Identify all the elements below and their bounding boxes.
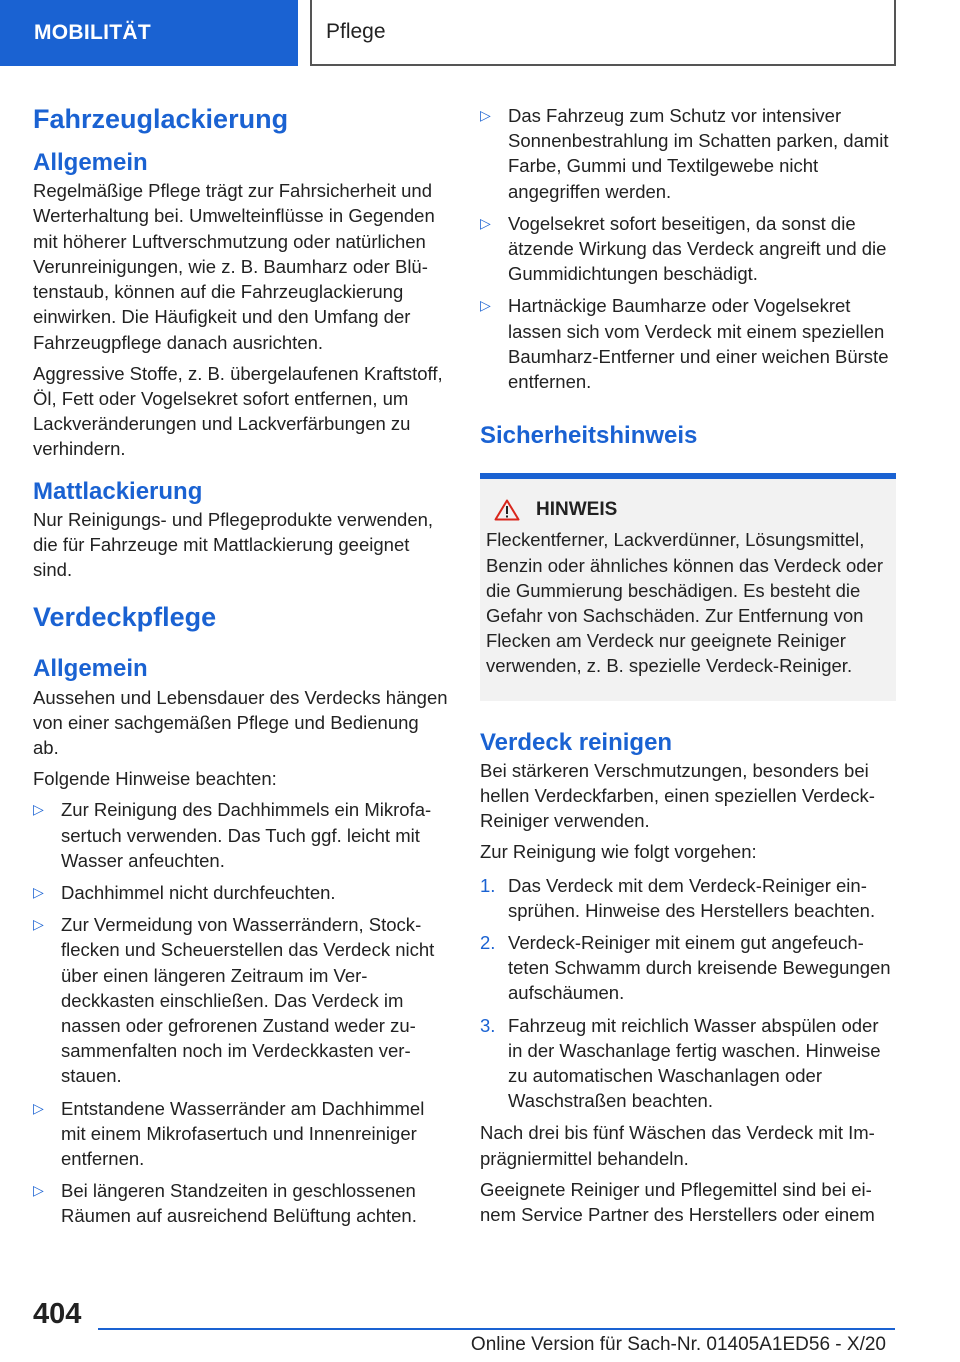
top-care-bullet-list-continued [480, 103, 896, 394]
triangle-bullet-icon: ▷ [33, 916, 44, 933]
triangle-bullet-icon: ▷ [33, 884, 44, 901]
notice-box [480, 473, 896, 700]
right-column [480, 96, 896, 1227]
list-item: 2. Verdeck-Reiniger mit einem gut angefeuchteten Schwamm durch kreisende Bewegungen aufschäumen. [480, 932, 891, 1004]
paragraph-notes-intro: Folgende Hinweise beachten: [33, 768, 277, 790]
section-tab: MOBILITÄT [0, 0, 298, 66]
paragraph-paint-care: Regelmäßige Pflege trägt zur Fahrsicherheit und Werterhaltung bei. Umwelteinflüsse in Gegenden mit höherer Luftverschmutzung oder natürlichen Verunreinigungen, wie z. B. Baumharz oder Blütenstaub, können auf die Fahrzeuglackierung einwirken. Die Häufigkeit und den Umfang der Fahrzeugpflege danach ausrichten. [33, 180, 435, 353]
page-number: 404 [33, 1298, 82, 1330]
cleaning-steps-list [480, 873, 896, 1114]
notice-text: Fleckentferner, Lackverdünner, Lösungsmittel, Benzin oder ähnliches können das Verdeck oder die Gummierung beschädigen. Es besteht die Gefahr von Sachschäden. Zur Entfernung von Flecken am Verdeck nur geeignete Reiniger verwenden, z. B. spezielle Verdeck-Reiniger. [486, 529, 883, 677]
heading-top-care: Verdeckpflege [33, 602, 217, 633]
online-version-note: Online Version für Sach-Nr. 01405A1ED56 - X/20 [470, 1334, 886, 1355]
triangle-bullet-icon: ▷ [33, 1099, 44, 1116]
paragraph-impregnation: Nach drei bis fünf Wäschen das Verdeck mit Imprägniermittel behandeln. [480, 1122, 875, 1169]
list-item: ▷ Bei längeren Standzeiten in geschlossenen Räumen auf ausreichend Belüftung achten. [33, 1180, 417, 1227]
triangle-bullet-icon: ▷ [480, 297, 491, 314]
paragraph-products: Geeignete Reiniger und Pflegemittel sind bei einem Service Partner des Herstellers oder einem [480, 1178, 875, 1226]
heading-paint: Fahrzeuglackierung [33, 104, 289, 134]
step-number: 1. [480, 874, 496, 896]
list-item: 1. Das Verdeck mit dem Verdeck-Reiniger einsprühen. Hinweise des Herstellers beachten. [480, 874, 876, 921]
subheading-general-top: Allgemein [33, 655, 148, 683]
page-header [0, 0, 960, 66]
subheading-matte-paint: Mattlackierung [33, 477, 203, 505]
triangle-bullet-icon: ▷ [33, 1182, 44, 1199]
notice-header [486, 499, 890, 521]
list-item: ▷ Zur Reinigung des Dachhimmels ein Mikrofasertuch verwenden. Das Tuch ggf. leicht mit Wasser anfeuchten. [33, 799, 432, 871]
list-item: ▷ Zur Vermeidung von Wasserrändern, Stockflecken und Scheuerstellen das Verdeck nicht über einen längeren Zeitraum im Verdeckkasten einschließen. Das Verdeck im nassen oder gefrorenen Zustand weder zusammenfalten noch im Verdeckkasten verstauen. [33, 914, 435, 1087]
list-item: ▷ Entstandene Wasserränder am Dachhimmel mit einem Mikrofasertuch und Innenreiniger entfernen. [33, 1097, 425, 1170]
step-number: 3. [480, 1014, 496, 1036]
paragraph-matte-paint: Nur Reinigungs- und Pflegeprodukte verwenden, die für Fahrzeuge mit Mattlackierung geeignet sind. [33, 508, 434, 581]
warning-triangle-icon [494, 499, 520, 521]
list-item: 3. Fahrzeug mit reichlich Wasser abspülen oder in der Waschanlage fertig waschen. Hinweise zu automatischen Waschanlagen oder Waschstraßen beachten. [480, 1014, 881, 1112]
paragraph-clean-intro: Bei stärkeren Verschmutzungen, besonders bei hellen Verdeckfarben, einen speziellen Verdeck-Reiniger verwenden. [480, 759, 875, 832]
list-item: ▷ Das Fahrzeug zum Schutz vor intensiver Sonnenbestrahlung im Schatten parken, damit Farbe, Gummi und Textilgewebe nicht angegriffen werden. [480, 105, 889, 202]
subheading-general-paint: Allgemein [33, 149, 148, 177]
heading-safety-note: Sicherheitshinweis [480, 422, 698, 450]
list-item: ▷ Dachhimmel nicht durchfeuchten. [33, 880, 449, 905]
step-number: 2. [480, 932, 496, 954]
list-item: ▷ Hartnäckige Baumharze oder Vogelsekret lassen sich vom Verdeck mit einem speziellen Baumharz-Entferner und einer weichen Bürste entfernen. [480, 295, 889, 393]
chapter-title: Pflege [310, 0, 896, 66]
footer-divider [98, 1328, 895, 1330]
triangle-bullet-icon: ▷ [480, 107, 491, 123]
subheading-clean-top: Verdeck reinigen [480, 728, 673, 756]
paragraph-steps-intro: Zur Reinigung wie folgt vorgehen: [480, 841, 757, 863]
paragraph-aggressive-substances: Aggressive Stoffe, z. B. übergelaufenen Kraftstoff, Öl, Fett oder Vogelsekret sofort entfernen, um Lackveränderungen und Lackverfärbungen zu verhindern. [33, 362, 443, 460]
notice-label: HINWEIS [536, 499, 618, 521]
list-item: ▷ Vogelsekret sofort beseitigen, da sonst die ätzende Wirkung das Verdeck angreift und die Gummidichtungen beschädigt. [480, 212, 887, 285]
triangle-bullet-icon: ▷ [33, 801, 44, 818]
left-column [33, 96, 449, 1236]
triangle-bullet-icon: ▷ [480, 214, 491, 231]
paragraph-top-appearance: Aussehen und Lebensdauer des Verdecks hängen von einer sachgemäßen Pflege und Bedienung ab. [33, 686, 448, 758]
top-care-bullet-list [33, 797, 449, 1228]
